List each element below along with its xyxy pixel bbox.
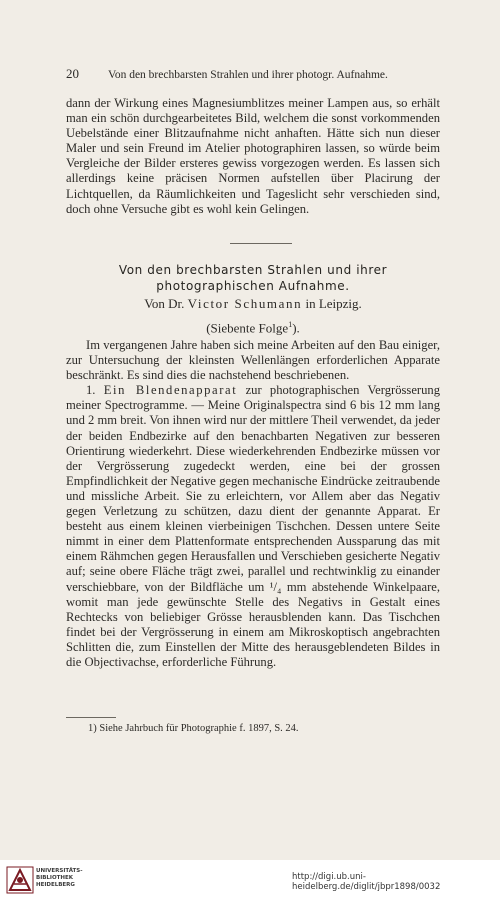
series-label: (Siebente Folge bbox=[206, 320, 289, 336]
library-name-line-3: HEIDELBERG bbox=[36, 882, 75, 888]
article-title-line-2: photographischen Aufnahme. bbox=[156, 279, 350, 293]
running-header bbox=[66, 66, 446, 82]
item-number: 1. bbox=[86, 383, 96, 398]
item-text-b: mm abstehende Winkelpaare, womit man jede gewünschte Stelle des Negativs in Gestalt eines Rechtecks von beliebiger Grösse herausblenden kann. Das Tischchen findet bei der Vergrösserung in einem am Mikroskoptisch angebrachten Schlitten die, zum Einstellen der Mitte des herausgeblendeten Bildes in die Objectivachse, erforderliche Führung. bbox=[66, 579, 440, 669]
series-note bbox=[66, 320, 440, 336]
paragraph-apparatus bbox=[66, 383, 440, 670]
article-title-line-1: Von den brechbarsten Strahlen und ihrer bbox=[118, 263, 388, 277]
byline-prefix: Von Dr. bbox=[144, 296, 185, 311]
text-block-top bbox=[66, 96, 440, 217]
section-divider bbox=[230, 243, 292, 244]
article-title bbox=[66, 262, 440, 294]
page-number: 20 bbox=[66, 66, 79, 81]
footnote: 1) Siehe Jahrbuch für Photographie f. 1897, S. 24. bbox=[88, 723, 299, 734]
library-name bbox=[36, 868, 96, 889]
running-title: Von den brechbarsten Strahlen und ihrer photogr. Aufnahme. bbox=[108, 69, 388, 81]
fraction: ¹/₄ bbox=[269, 579, 282, 594]
footnote-ref: 1 bbox=[288, 320, 293, 329]
item-text-a: zur photographischen Vergrösserung meiner Spectrogramme. — Meine Originalspectra sind 6 bis 12 mm lang und 2 mm breit. Von ihnen wird nur der mittlere Theil verwendet, da jeder der beiden Endbezirke auf den benachbarten Negativen zur besseren Orientirung wiederkehrt. Diese wiederkehrenden Endbezirke müssen vor der Vergrösserung zugedeckt werden, eine bei der grossen Empfindlichkeit der Negative gegen mechanische Eindrücke zeitraubende und missliche Arbeit. Sie zu erleichtern, vor Allem aber das Negativ gegen Verletzung zu schützen, dazu dient der genannte Apparat. Er besteht aus einem kleinen vierbeinigen Tischchen. Dessen untere Seite nimmt in einer dem Plattenformate entsprechenden Aussparung das mit einem Rähmchen gegen Herausfallen und Verschieben gesicherte Negativ auf; seine obere Fläche trägt zwei, parallel und rechtwinklig zu einander verschiebbare, von der Bildfläche um bbox=[66, 383, 440, 594]
footnote-rule bbox=[66, 717, 116, 718]
paragraph: dann der Wirkung eines Magnesiumblitzes meiner Lampen aus, so erhält man ein schön durchgearbeitetes Bild, welchem die sonst vorkommenden Uebelstände einer Blitzaufnahme nicht anhaften. Hätte sich nun dieser Maler und sein Freund im Atelier photographiren lassen, so würde beim Vergleiche der Bilder ersteres gewiss vorgezogen werden. Es lassen sich allerdings keine präcisen Normen aufstellen über Placirung der Lichtquellen, da Räumlichkeiten und Tageslicht sehr verschieden sind, doch ohne Versuche gibt es wohl kein Gelingen. bbox=[66, 96, 440, 216]
source-url-link[interactable]: http://digi.ub.uni-heidelberg.de/diglit/jbpr1898/0032 bbox=[292, 872, 441, 892]
author-name: Victor Schumann bbox=[187, 296, 303, 311]
byline-suffix: in Leipzig. bbox=[305, 296, 362, 311]
text-block-main bbox=[66, 338, 440, 670]
byline bbox=[66, 296, 440, 312]
university-seal-icon bbox=[6, 866, 34, 894]
library-name-line-1: UNIVERSITÄTS- bbox=[36, 868, 83, 874]
paragraph-intro: Im vergangenen Jahre haben sich meine Arbeiten auf den Bau einiger, zur Untersuchung der kleinsten Wellenlängen erforderlichen Apparate beschränkt. Es sind dies die nachstehend beschriebenen. bbox=[66, 338, 440, 383]
library-name-line-2: BIBLIOTHEK bbox=[36, 875, 74, 881]
item-term: Ein Blendenapparat bbox=[103, 383, 238, 398]
series-close: ). bbox=[292, 320, 300, 336]
